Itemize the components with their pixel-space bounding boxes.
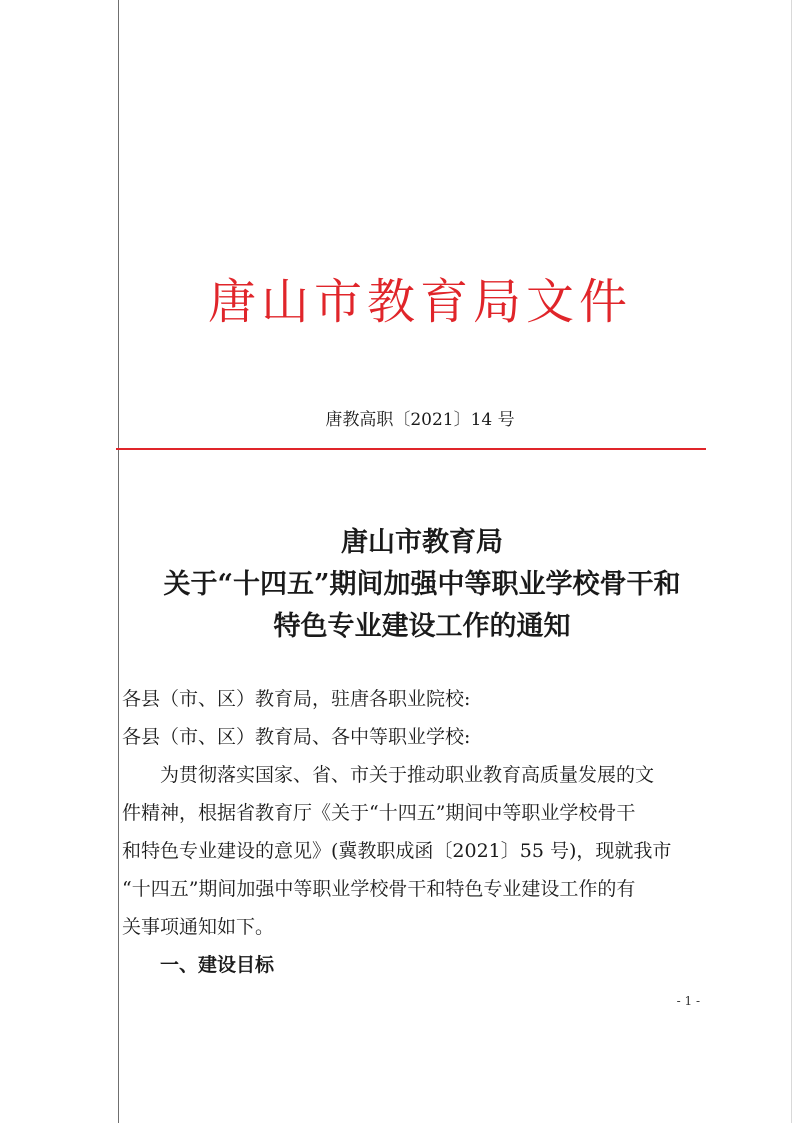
section-heading: 一、建设目标 [160, 954, 275, 976]
recipient-line: 各县（市、区）教育局，驻唐各职业院校: [122, 688, 471, 710]
paragraph-line: “十四五”期间加强中等职业学校骨干和特色专业建设工作的有 [122, 878, 636, 900]
notice-title-line: 特色专业建设工作的通知 [273, 611, 571, 642]
paragraph-line: 和特色专业建设的意见》(冀教职成函〔2021〕55 号)，现就我市 [122, 840, 672, 862]
notice-body [122, 680, 710, 984]
notice-title-line: 关于“十四五”期间加强中等职业学校骨干和 [163, 569, 681, 600]
document-number: 唐教高职〔2021〕14 号 [325, 410, 515, 430]
paragraph-line: 件精神，根据省教育厅《关于“十四五”期间中等职业学校骨干 [122, 802, 636, 824]
paragraph-line: 为贯彻落实国家、省、市关于推动职业教育高质量发展的文 [160, 764, 655, 786]
notice-title [122, 522, 722, 648]
red-divider-line [116, 448, 706, 450]
scan-left-edge-line [118, 0, 119, 1123]
page-number: - 1 - [676, 994, 700, 1008]
scan-right-edge-line [791, 0, 792, 1123]
notice-title-line: 唐山市教育局 [341, 527, 503, 558]
issuer-header-title: 唐山市教育局文件 [207, 274, 632, 330]
recipient-line: 各县（市、区）教育局、各中等职业学校: [122, 726, 471, 748]
paragraph-line: 关事项通知如下。 [122, 916, 275, 938]
